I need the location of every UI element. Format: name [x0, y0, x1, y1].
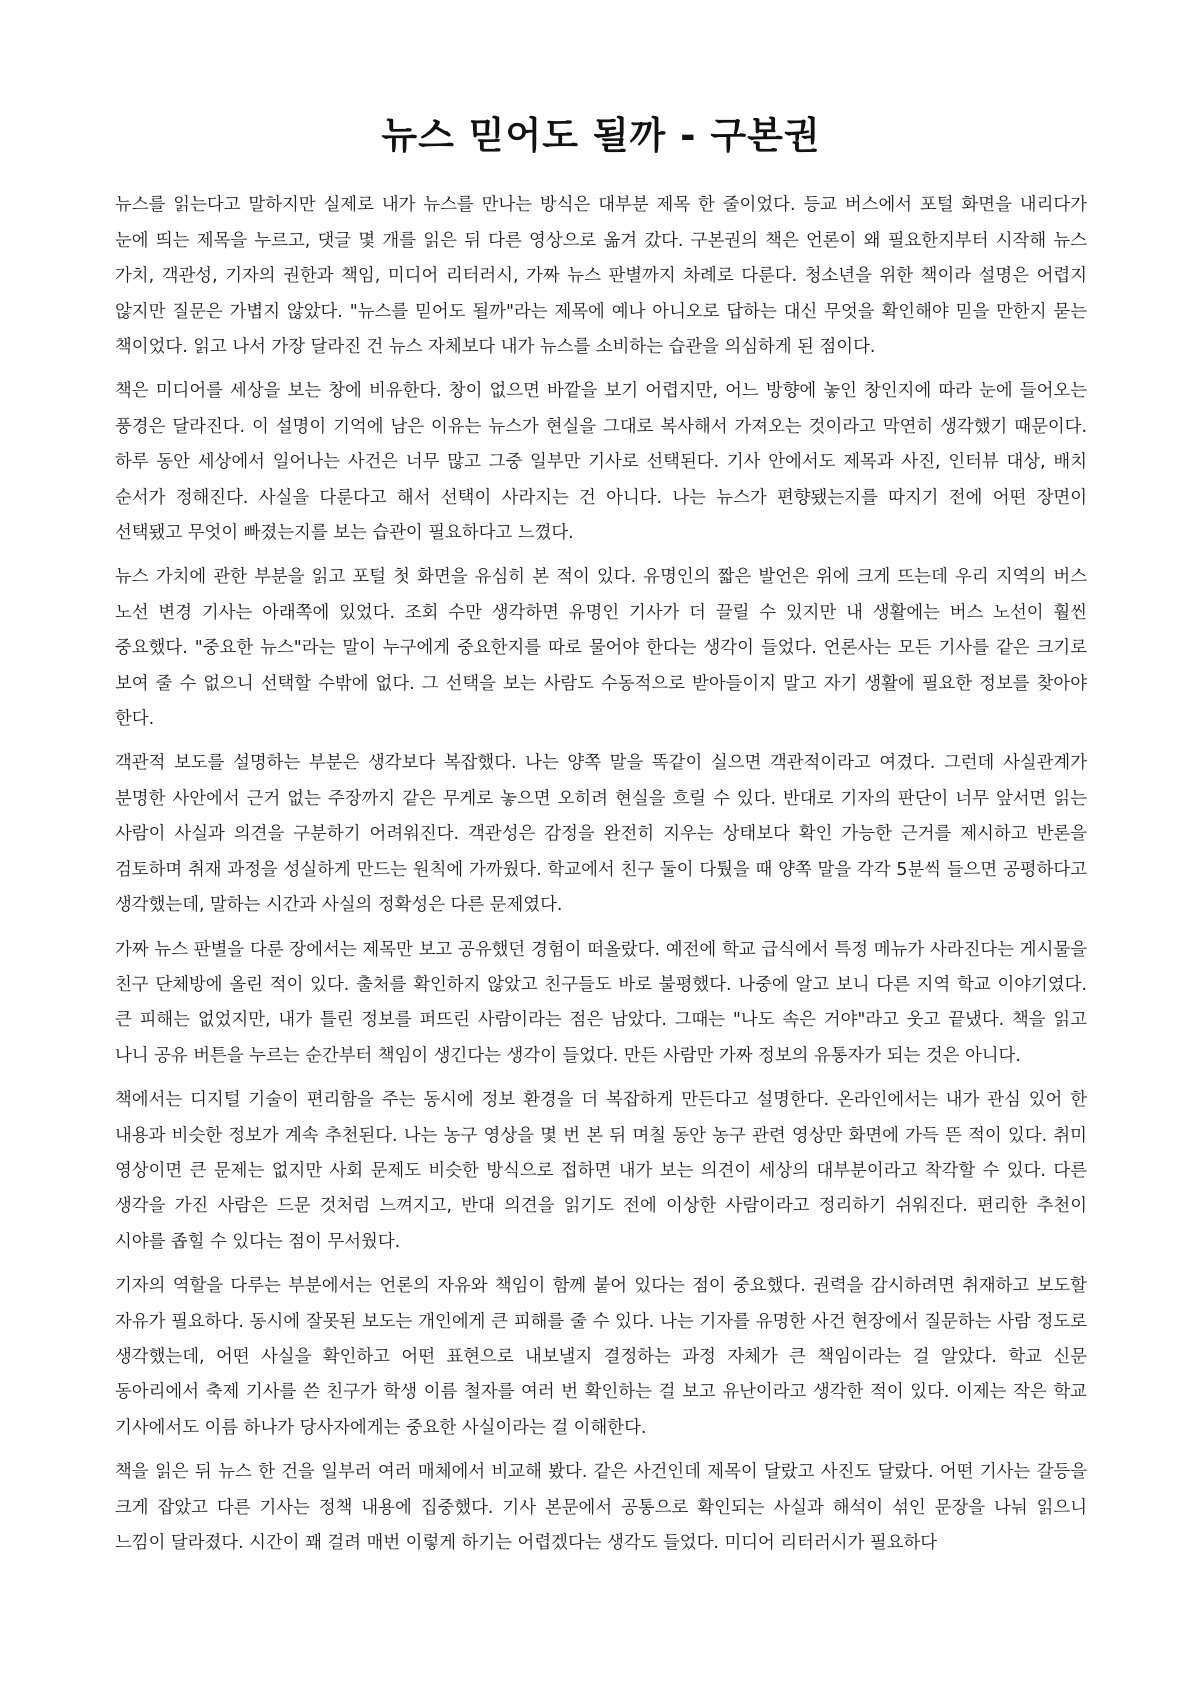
paragraph: 가짜 뉴스 판별을 다룬 장에서는 제목만 보고 공유했던 경험이 떠올랐다. 예전에 학교 급식에서 특정 메뉴가 사라진다는 게시물을 친구 단체방에 올린 적이 있다. 출처를 확인하지 않았고 친구들도 바로 불평했다. 나중에 알고 보니 다른 지역 학교 이야기였다. 큰 피해는 없었지만, 내가 틀린 정보를 퍼뜨린 사람이라는 점은 남았다. 그때는 "나도 속은 거야"라고 웃고 끝냈다. 책을 읽고 나니 공유 버튼을 누르는 순간부터 책임이 생긴다는 생각이 들었다. 만든 사람만 가짜 정보의 유통자가 되는 것은 아니다. — [115, 939, 1087, 1066]
paragraph: 뉴스를 읽는다고 말하지만 실제로 내가 뉴스를 만나는 방식은 대부분 제목 한 줄이었다. 등교 버스에서 포털 화면을 내리다가 눈에 띄는 제목을 누르고, 댓글 몇 개를 읽은 뒤 다른 영상으로 옮겨 갔다. 구본권의 책은 언론이 왜 필요한지부터 시작해 뉴스 가치, 객관성, 기자의 권한과 책임, 미디어 리터러시, 가짜 뉴스 판별까지 차례로 다룬다. 청소년을 위한 책이라 설명은 어렵지 않지만 질문은 가볍지 않았다. "뉴스를 믿어도 될까"라는 제목에 예나 아니오로 답하는 대신 무엇을 확인해야 믿을 만한지 묻는 책이었다. 읽고 나서 가장 달라진 건 뉴스 자체보다 내가 뉴스를 소비하는 습관을 의심하게 된 점이다. — [115, 195, 1087, 358]
paragraph: 책은 미디어를 세상을 보는 창에 비유한다. 창이 없으면 바깥을 보기 어렵지만, 어느 방향에 놓인 창인지에 따라 눈에 들어오는 풍경은 달라진다. 이 설명이 기억에 남은 이유는 뉴스가 현실을 그대로 복사해서 가져오는 것이라고 막연히 생각했기 때문이다. 하루 동안 세상에서 일어나는 사건은 너무 많고 그중 일부만 기사로 선택된다. 기사 안에서도 제목과 사진, 인터뷰 대상, 배치 순서가 정해진다. 사실을 다룬다고 해서 선택이 사라지는 건 아니다. 나는 뉴스가 편향됐는지를 따지기 전에 어떤 장면이 선택됐고 무엇이 빠졌는지를 보는 습관이 필요하다고 느꼈다. — [115, 381, 1087, 544]
paragraph: 기자의 역할을 다루는 부분에서는 언론의 자유와 책임이 함께 붙어 있다는 점이 중요했다. 권력을 감시하려면 취재하고 보도할 자유가 필요하다. 동시에 잘못된 보도는 개인에게 큰 피해를 줄 수 있다. 나는 기자를 유명한 사건 현장에서 질문하는 사람 정도로 생각했는데, 어떤 사실을 확인하고 어떤 표현으로 내보낼지 결정하는 과정 자체가 큰 책임이라는 걸 알았다. 학교 신문 동아리에서 축제 기사를 쓴 친구가 학생 이름 철자를 여러 번 확인하는 걸 보고 유난이라고 생각한 적이 있다. 이제는 작은 학교 기사에서도 이름 하나가 당사자에게는 중요한 사실이라는 걸 이해한다. — [115, 1276, 1087, 1438]
document-title: 뉴스 믿어도 될까 - 구본권 — [381, 114, 821, 157]
paragraph: 뉴스 가치에 관한 부분을 읽고 포털 첫 화면을 유심히 본 적이 있다. 유명인의 짧은 발언은 위에 크게 뜨는데 우리 지역의 버스 노선 변경 기사는 아래쪽에 있었다. 조회 수만 생각하면 유명인 기사가 더 끌릴 수 있지만 내 생활에는 버스 노선이 훨씬 중요했다. "중요한 뉴스"라는 말이 누구에게 중요한지를 따로 물어야 한다는 생각이 들었다. 언론사는 모든 기사를 같은 크기로 보여 줄 수 없으니 선택할 수밖에 없다. 그 선택을 보는 사람도 수동적으로 받아들이지 말고 자기 생활에 필요한 정보를 찾아야 한다. — [115, 567, 1087, 730]
paragraph: 객관적 보도를 설명하는 부분은 생각보다 복잡했다. 나는 양쪽 말을 똑같이 실으면 객관적이라고 여겼다. 그런데 사실관계가 분명한 사안에서 근거 없는 주장까지 같은 무게로 놓으면 오히려 현실을 흐릴 수 있다. 반대로 기자의 판단이 너무 앞서면 읽는 사람이 사실과 의견을 구분하기 어려워진다. 객관성은 감정을 완전히 지우는 상태보다 확인 가능한 근거를 제시하고 반론을 검토하며 취재 과정을 성실하게 만드는 원칙에 가까웠다. 학교에서 친구 둘이 다퉜을 때 양쪽 말을 각각 5분씩 들으면 공평하다고 생각했는데, 말하는 시간과 사실의 정확성은 다른 문제였다. — [115, 753, 1087, 916]
document-page — [115, 0, 1087, 1696]
paragraph: 책을 읽은 뒤 뉴스 한 건을 일부러 여러 매체에서 비교해 봤다. 같은 사건인데 제목이 달랐고 사진도 달랐다. 어떤 기사는 갈등을 크게 잡았고 다른 기사는 정책 내용에 집중했다. 기사 본문에서 공통으로 확인되는 사실과 해석이 섞인 문장을 나눠 읽으니 느낌이 달라졌다. 시간이 꽤 걸려 매번 이렇게 하기는 어렵겠다는 생각도 들었다. 미디어 리터러시가 필요하다 — [115, 1462, 1087, 1554]
paragraph: 책에서는 디지털 기술이 편리함을 주는 동시에 정보 환경을 더 복잡하게 만든다고 설명한다. 온라인에서는 내가 관심 있어 한 내용과 비슷한 정보가 계속 추천된다. 나는 농구 영상을 몇 번 본 뒤 며칠 동안 농구 관련 영상만 화면에 가득 뜬 적이 있다. 취미 영상이면 큰 문제는 없지만 사회 문제도 비슷한 방식으로 접하면 내가 보는 의견이 세상의 대부분이라고 착각할 수 있다. 다른 생각을 가진 사람은 드문 것처럼 느껴지고, 반대 의견을 읽기도 전에 이상한 사람이라고 정리하기 쉬워진다. 편리한 추천이 시야를 좁힐 수 있다는 점이 무서웠다. — [115, 1090, 1087, 1252]
document-body — [115, 188, 1087, 1561]
